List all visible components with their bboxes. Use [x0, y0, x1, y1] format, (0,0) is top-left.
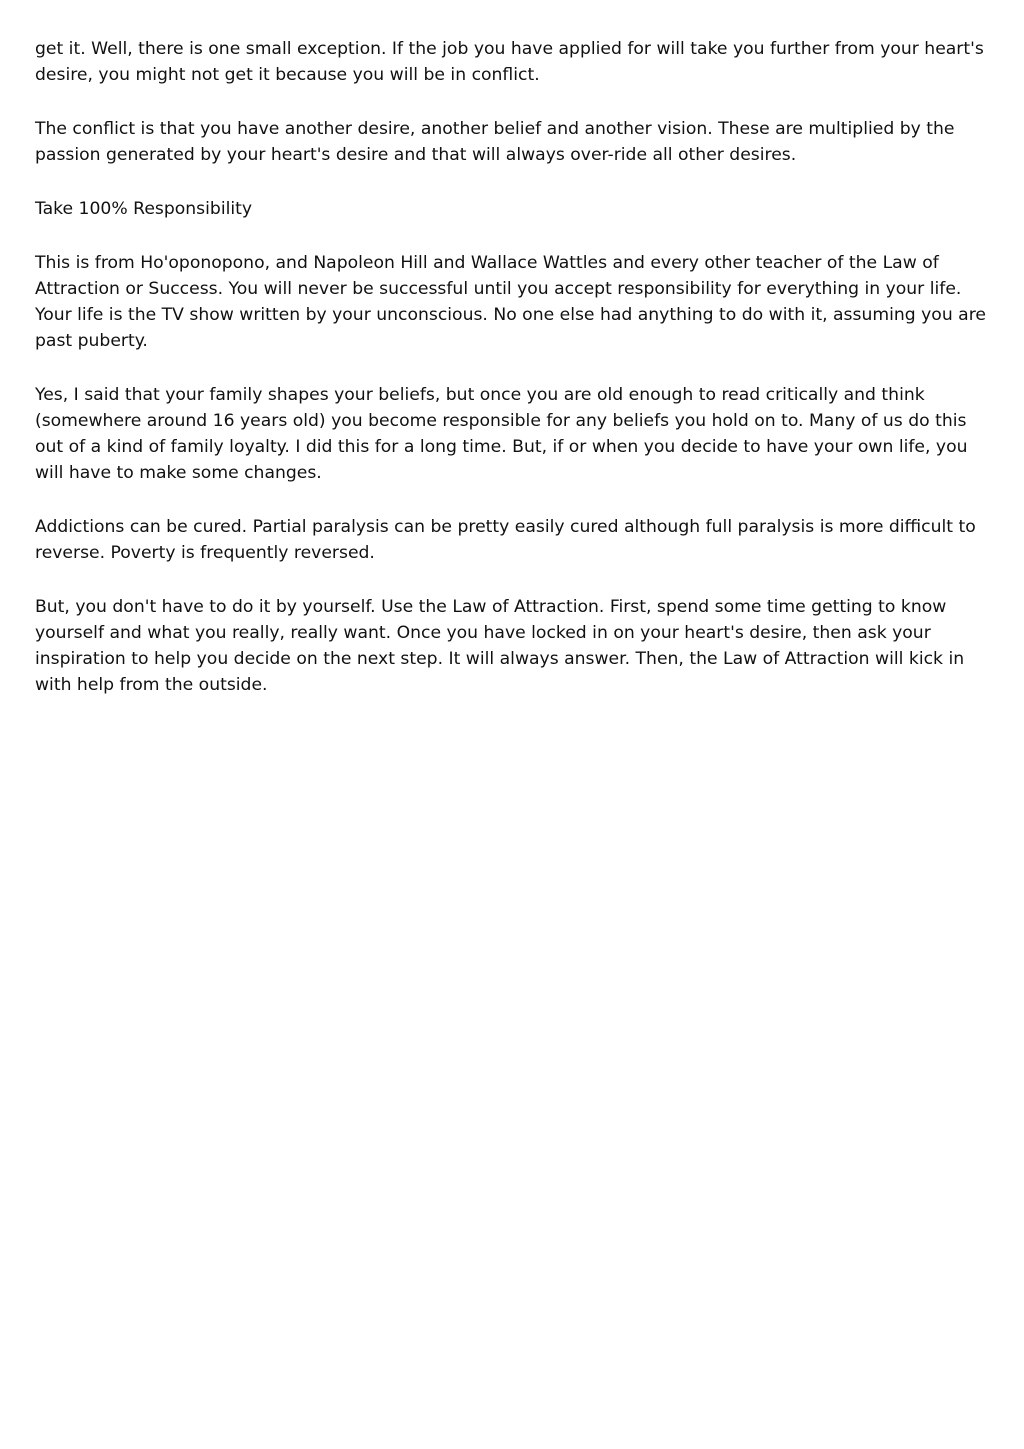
paragraph-hooponopono: This is from Ho'oponopono, and Napoleon Hill and Wallace Wattles and every other teacher of the Law of Attraction or Success. You will never be successful until you accept responsibility for everything in your life. Your life is the TV show written by your unconscious. No one else had anything to do with it, assuming you are past puberty. — [35, 253, 986, 351]
document-page — [35, 36, 995, 726]
section-heading-responsibility: Take 100% Responsibility — [35, 199, 253, 219]
paragraph-job-exception: get it. Well, there is one small exception. If the job you have applied for will take you further from your heart's desire, you might not get it because you will be in conflict. — [35, 39, 984, 85]
paragraph-family-beliefs: Yes, I said that your family shapes your beliefs, but once you are old enough to read critically and think (somewhere around 16 years old) you become responsible for any beliefs you hold on to. Many of us do this out of a kind of family loyalty. I did this for a long time. But, if or when you decide to have your own life, you will have to make some changes. — [35, 385, 968, 483]
paragraph-conflict: The conflict is that you have another desire, another belief and another vision. These are multiplied by the passion generated by your heart's desire and that will always over-ride all other desires. — [35, 119, 955, 165]
paragraph-law-of-attraction: But, you don't have to do it by yourself. Use the Law of Attraction. First, spend some time getting to know yourself and what you really, really want. Once you have locked in on your heart's desire, then ask your inspiration to help you decide on the next step. It will always answer. Then, the Law of Attraction will kick in with help from the outside. — [35, 597, 965, 695]
paragraph-addictions: Addictions can be cured. Partial paralysis can be pretty easily cured although full paralysis is more difficult to reverse. Poverty is frequently reversed. — [35, 517, 976, 563]
